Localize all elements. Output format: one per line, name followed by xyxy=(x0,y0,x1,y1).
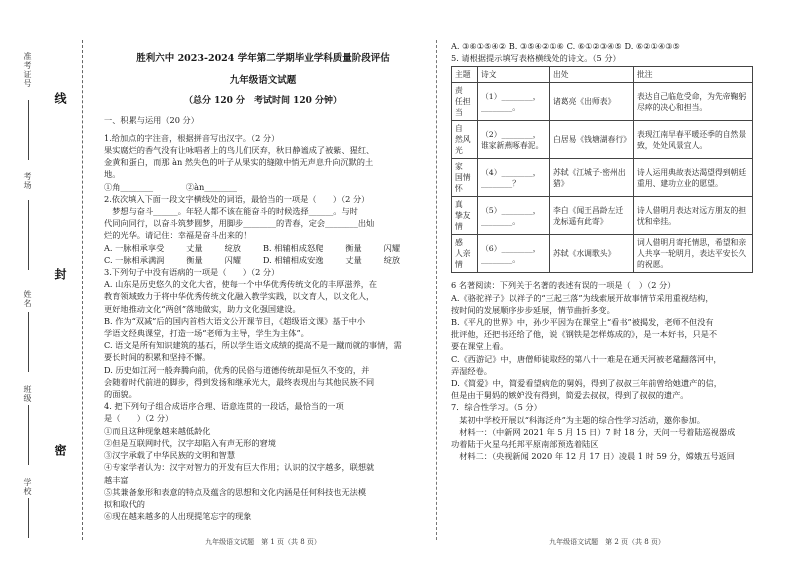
question-line: 的面貌。 xyxy=(104,389,137,400)
question-line: 功着陆于火星乌托邦平原南部预选着陆区 xyxy=(451,439,599,450)
binding-seal-char: 封 xyxy=(53,268,67,280)
question-line: 果实腐烂的香气没有让咏唱者上的鸟儿们厌弃，秋日静谧成了被紫、猩红、 xyxy=(104,145,375,156)
question-line: C. 语文是所有知识建筑的基石，所以学生语文成绩的提高不是一蹴而就的事情，需 xyxy=(104,340,402,351)
poem-cell[interactable]: （1）________，________。 xyxy=(478,83,550,121)
q2-option: 丈量 xyxy=(345,254,362,265)
table-row xyxy=(452,197,753,235)
question-line: 材料一：（中新网 2021 年 5 月 15 日）7 时 18 分，天问一号着陆巡视器成 xyxy=(451,426,736,437)
exam-title: 胜利六中 2023-2024 学年第二学期毕业学科质量阶段评估 xyxy=(136,53,390,64)
question-line: 是（ ）（2 分） xyxy=(104,413,174,424)
question-line: ①而且这种现象越来越低龄化 xyxy=(104,425,211,436)
question-line: 要在课堂上看。 xyxy=(451,341,509,352)
theme-cell: 自 然风光 xyxy=(452,121,478,159)
question-line: 代同向同行，以奋斗筑梦圆梦，用脚步________的青春，定会________出灿 xyxy=(104,218,375,229)
table-header: 批注 xyxy=(634,67,753,83)
student-name-blank xyxy=(28,312,29,372)
question-line: B. 作为“双减”后的国内首档大语文公开课节目，《超级语文课》基于中小 xyxy=(104,315,366,326)
source-cell: 李白《闻王昌龄左迁龙标遥有此寄》 xyxy=(550,197,634,235)
exam-number-label: 准考证号 xyxy=(23,52,32,88)
question-line: 5. 请根据提示填写表格横线处的诗文。（5 分） xyxy=(451,53,621,64)
question-line: 弄湿经卷。 xyxy=(451,365,492,376)
section-heading: 一、积累与运用（20 分） xyxy=(104,114,199,125)
question-line: 材料二：（央视新闻 2020 年 12 月 17 日）凌晨 1 时 59 分，嫦娥五号返回 xyxy=(451,451,735,462)
theme-cell: 感 人亲情 xyxy=(452,235,478,273)
q2-option: 安逸 xyxy=(307,254,324,265)
poem-cell[interactable]: （2）________，谁家新燕啄春泥。 xyxy=(478,121,550,159)
class-label: 班级 xyxy=(23,385,32,403)
question-line: A. 山东是历史悠久的文化大省，使每一个中华优秀传统文化的丰厚滋养，在 xyxy=(104,279,378,290)
question-line: 要长时间的积累和坚持不懈。 xyxy=(104,352,211,363)
note-cell: 诗人借明月表达对远方朋友的担忧和牵挂。 xyxy=(634,197,753,235)
q2-option-row xyxy=(104,242,422,254)
question-line: D.《简爱》中，简爱看望病危的舅妈，得到了叔叔三年前曾给她遗产的信， xyxy=(451,378,722,389)
table-header: 诗文 xyxy=(478,67,550,83)
question-line: D. 历史如江河一般奔腾向前，优秀的民俗与道德传统却是恒久不变的，并 xyxy=(104,364,370,375)
q2-option: 怒爬 xyxy=(306,242,324,253)
page-divider xyxy=(436,40,437,540)
question-line: C.《西游记》中，唐僧师徒取经的第八十一难是在通天河被老鼋翻落河中， xyxy=(451,353,722,364)
student-name-label: 姓名 xyxy=(23,290,32,308)
poem-cell[interactable]: （5）________，________。 xyxy=(478,197,550,235)
question-line: ①角________ ②àn________ xyxy=(104,181,237,192)
question-line: ②但是互联网时代，汉字却陷入有声无形的窘境 xyxy=(104,437,276,448)
source-cell: 苏轼《江城子·密州出猎》 xyxy=(550,159,634,197)
class-blank xyxy=(28,405,29,465)
note-cell: 词人借明月寄托情思，希望和亲人共享一轮明月，表达平安长久的祝愿。 xyxy=(634,235,753,273)
page-footer: 九年级语文试题 第 1 页（共 8 页） xyxy=(205,538,321,546)
q2-option: B. 相辅相成 xyxy=(262,242,307,253)
question-line: 更好地推动文化“两创”落地做实，助力文化强国建设。 xyxy=(104,303,301,314)
exam-page-2 xyxy=(451,0,763,561)
question-line: 4. 把下列句子组合成语序合理、语意连贯的一段话，最恰当的一项 xyxy=(104,401,344,412)
question-line: 越丰富 xyxy=(104,474,129,485)
table-header: 主题 xyxy=(452,67,478,83)
question-line: 学语文经典课堂，打造一场“老师为主导，学生为主体”。 xyxy=(104,328,309,339)
q2-option: 满润 xyxy=(147,254,165,265)
q2-option-row xyxy=(104,254,422,266)
exam-room-blank xyxy=(28,200,29,270)
exam-subtitle: 九年级语文试题 xyxy=(229,75,297,87)
table-row xyxy=(452,83,753,121)
table-row xyxy=(452,235,753,273)
question-line: 某初中学校开展以“科海泛舟”为主题的综合性学习活动，邀你参加。 xyxy=(451,414,705,425)
question-line: 拟和取代的 xyxy=(104,498,145,509)
q2-option: D. 相辅相成 xyxy=(262,254,308,265)
q2-option: 衡量 xyxy=(345,242,362,253)
q4-options: A. ③⑥①⑤④② B. ③⑤④②①⑥ C. ⑥①②③④⑤ D. ⑥②①④③⑤ xyxy=(451,41,680,51)
question-line: 会随着时代前进的脚步，得到发扬和继承光大，最终表现出与其他民族不同 xyxy=(104,376,375,387)
exam-number-blank xyxy=(28,100,29,160)
q2-option: C. 一脉相承 xyxy=(104,254,148,265)
question-line: A.《骆驼祥子》以祥子的“三起三落”为线索展开故事情节采用重视结构， xyxy=(451,292,714,303)
binding-secret-char: 密 xyxy=(53,444,67,456)
poem-cell[interactable]: （4）________，________？ xyxy=(478,159,550,197)
question-line: ③汉字承载了中华民族的文明和智慧 xyxy=(104,450,236,461)
question-line: 金黄和蛋白，而那 àn 然失色的叶子从果实的缝隙中悄无声息升向沉默的土 xyxy=(104,157,374,168)
q2-option: 衡量 xyxy=(186,254,203,265)
table-row xyxy=(452,121,753,159)
question-line: ④专家学者认为：汉字对智力的开发有巨大作用；认识的汉字越多，联想就 xyxy=(104,462,375,473)
question-line: 梦想与奋斗______。年轻人都不该在能奋斗的时候选择______。与时 xyxy=(104,206,358,217)
exam-page-1 xyxy=(104,0,422,561)
binding-line-char: 线 xyxy=(53,92,67,104)
page-footer: 九年级语文试题 第 2 页（共 8 页） xyxy=(549,538,665,546)
question-line: 按时间的发展顺序步步延展，情节曲折多变。 xyxy=(451,304,615,315)
poem-cell[interactable]: （6）________，________。 xyxy=(478,235,550,273)
table-row xyxy=(452,159,753,197)
table-header: 出处 xyxy=(550,67,634,83)
table-header-row xyxy=(452,67,753,83)
question-line: 但是由于舅妈的嫉妒没有得到，简爱去叔叔，得到了叔叔的遗产。 xyxy=(451,390,689,401)
q2-option: 闪耀 xyxy=(224,254,241,265)
question-line: ⑥现在越来越多的人出现提笔忘字的现象 xyxy=(104,511,252,522)
note-cell: 诗人运用典故表达渴望得到朝廷重用、建功立业的愿望。 xyxy=(634,159,753,197)
question-line: 地。 xyxy=(104,169,121,180)
question-line: 教育领域致力于将中华优秀传统文化融入教学实践，以文育人，以文化人， xyxy=(104,291,375,302)
poem-table xyxy=(451,66,753,273)
question-line: ⑤其兼备象形和表意的特点及蕴含的思想和文化内涵是任何科技也无法模 xyxy=(104,486,367,497)
question-line: 批评他，还把书还给了他，说《钢铁是怎样炼成的》，是一本好书，只是不 xyxy=(451,329,718,340)
q2-option: 绽放 xyxy=(383,254,401,265)
q2-option: 丈量 xyxy=(186,242,203,253)
theme-cell: 家 国情怀 xyxy=(452,159,478,197)
question-line: 6 名著阅读：下列关于名著的表述有误的一项是（ ）（2 分） xyxy=(451,280,676,291)
school-label: 学校 xyxy=(23,478,32,496)
question-line: 1.给加点的字注音，根据拼音写出汉字。（2 分） xyxy=(104,132,280,143)
q2-option: 绽放 xyxy=(224,242,241,253)
school-blank xyxy=(28,498,29,538)
q2-option: 享受 xyxy=(147,242,165,253)
note-cell: 表达自己临危受命，为先帝鞠躬尽瘁的决心和担当。 xyxy=(634,83,753,121)
q2-option: 闪耀 xyxy=(383,242,401,253)
theme-cell: 真 挚友情 xyxy=(452,197,478,235)
question-line: 7．综合性学习。（5 分） xyxy=(451,402,542,413)
note-cell: 表现江南早春平暖还季的自然景致，处处风景宜人。 xyxy=(634,121,753,159)
exam-room-label: 考场 xyxy=(23,172,32,190)
question-line: 2.依次填入下面一段文字横线处的词语，最恰当的一项是（ ）（2 分） xyxy=(104,193,370,204)
question-line: B.《平凡的世界》中，孙少平因为在课堂上“看书”被揭发，老师不但没有 xyxy=(451,317,714,328)
q2-option: A. 一脉相承 xyxy=(104,242,148,253)
source-cell: 苏轼《水调歌头》 xyxy=(550,235,634,273)
question-line: 烂的光华。请记住：幸福是奋斗出来的！ xyxy=(104,230,252,241)
source-cell: 诸葛亮《出师表》 xyxy=(550,83,634,121)
question-line: 3.下列句子中没有语病的一项是（ ）（2 分） xyxy=(104,267,280,278)
source-cell: 白居易《钱塘湖春行》 xyxy=(550,121,634,159)
binding-cut-line xyxy=(82,40,83,540)
theme-cell: 责 任担当 xyxy=(452,83,478,121)
exam-score-line: （总分 120 分 考试时间 120 分钟） xyxy=(183,96,343,107)
binding-strip xyxy=(0,0,106,561)
